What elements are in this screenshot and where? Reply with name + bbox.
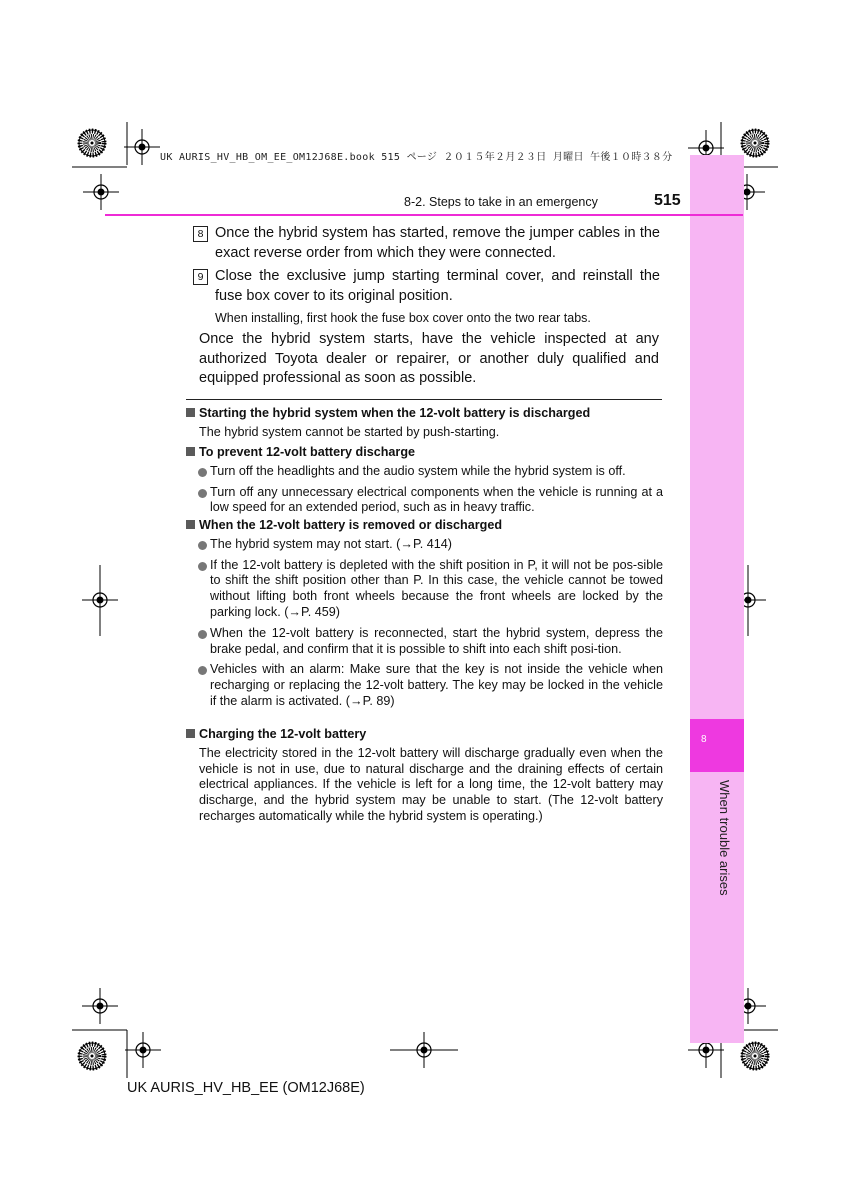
list-item: When the 12-volt battery is reconnected, start the hybrid system, depress the brake pedal, and confirm that it is possible to shift into each shift posi-tion. xyxy=(186,626,663,658)
square-bullet-icon xyxy=(186,520,195,529)
list-item: Vehicles with an alarm: Make sure that the key is not inside the vehicle when recharging or replacing the 12-volt battery. The key may be locked in the vehicle if the alarm is activated. (→P. 89) xyxy=(186,662,663,709)
list-item: Turn off any unnecessary electrical components when the vehicle is running at a low speed for an extended period, such as in heavy traffic. xyxy=(186,485,663,517)
list-item: If the 12-volt battery is depleted with the shift position in P, it will not be pos-sible to shift the shift position other than P. In this case, the vehicle cannot be towed without lifting both front wheels because the front wheels are locked by the parking lock. (→P. 459) xyxy=(186,558,663,621)
info-section-prevent-discharge xyxy=(186,445,663,516)
step-note: When installing, first hook the fuse box cover onto the two rear tabs. xyxy=(215,311,591,325)
circle-bullet-icon xyxy=(198,630,207,639)
step-9 xyxy=(193,267,660,306)
circle-bullet-icon xyxy=(198,489,207,498)
circle-bullet-icon xyxy=(198,562,207,571)
step-text: Once the hybrid system has started, remove the jumper cables in the exact reverse order from which they were connected. xyxy=(215,225,660,261)
info-heading: Charging the 12-volt battery xyxy=(186,727,663,743)
info-section-removed xyxy=(186,518,663,710)
info-heading: When the 12-volt battery is removed or discharged xyxy=(186,518,663,534)
step-8 xyxy=(193,224,660,263)
header-rule xyxy=(105,214,743,216)
square-bullet-icon xyxy=(186,408,195,417)
chapter-number-tab xyxy=(690,719,744,772)
circle-bullet-icon xyxy=(198,541,207,550)
section-title: 8-2. Steps to take in an emergency xyxy=(404,195,598,209)
info-heading: To prevent 12-volt battery discharge xyxy=(186,445,663,461)
step-number-box: 8 xyxy=(193,226,208,242)
footer-model-code: UK AURIS_HV_HB_EE (OM12J68E) xyxy=(127,1080,365,1096)
list-item: Turn off the headlights and the audio system while the hybrid system is off. xyxy=(186,464,663,480)
chapter-side-tab xyxy=(690,155,744,1043)
chapter-number: 8 xyxy=(701,734,707,745)
step-number-box: 9 xyxy=(193,269,208,285)
info-body: The hybrid system cannot be started by push-starting. xyxy=(199,424,500,439)
section-divider xyxy=(186,399,662,400)
circle-bullet-icon xyxy=(198,468,207,477)
list-item: The hybrid system may not start. (→P. 414) xyxy=(186,537,663,553)
inspection-paragraph: Once the hybrid system starts, have the vehicle inspected at any authorized Toyota dealer or repairer, or another duly qualified and equipped professional as soon as possible. xyxy=(199,331,659,386)
info-body: The electricity stored in the 12-volt battery will discharge gradually even when the vehicle is not in use, due to natural discharge and the draining effects of certain electrical appliances. If the vehicle is left for a long time, the 12-volt battery may discharge, and the hybrid system may be unable to start. (The 12-volt battery recharges automatically while the hybrid system is operating.) xyxy=(199,745,663,823)
square-bullet-icon xyxy=(186,729,195,738)
circle-bullet-icon xyxy=(198,666,207,675)
step-text: Close the exclusive jump starting terminal cover, and reinstall the fuse box cover to its original position. xyxy=(215,268,660,304)
chapter-label: When trouble arises xyxy=(717,780,732,896)
info-section-charging xyxy=(186,727,663,825)
info-heading: Starting the hybrid system when the 12-volt battery is discharged xyxy=(186,406,663,422)
info-section-starting xyxy=(186,406,663,441)
page-number: 515 xyxy=(654,192,681,209)
file-info-header: UK AURIS_HV_HB_OM_EE_OM12J68E.book 515 ページ ２０１５年２月２３日 月曜日 午後１０時３８分 xyxy=(160,152,673,163)
square-bullet-icon xyxy=(186,447,195,456)
